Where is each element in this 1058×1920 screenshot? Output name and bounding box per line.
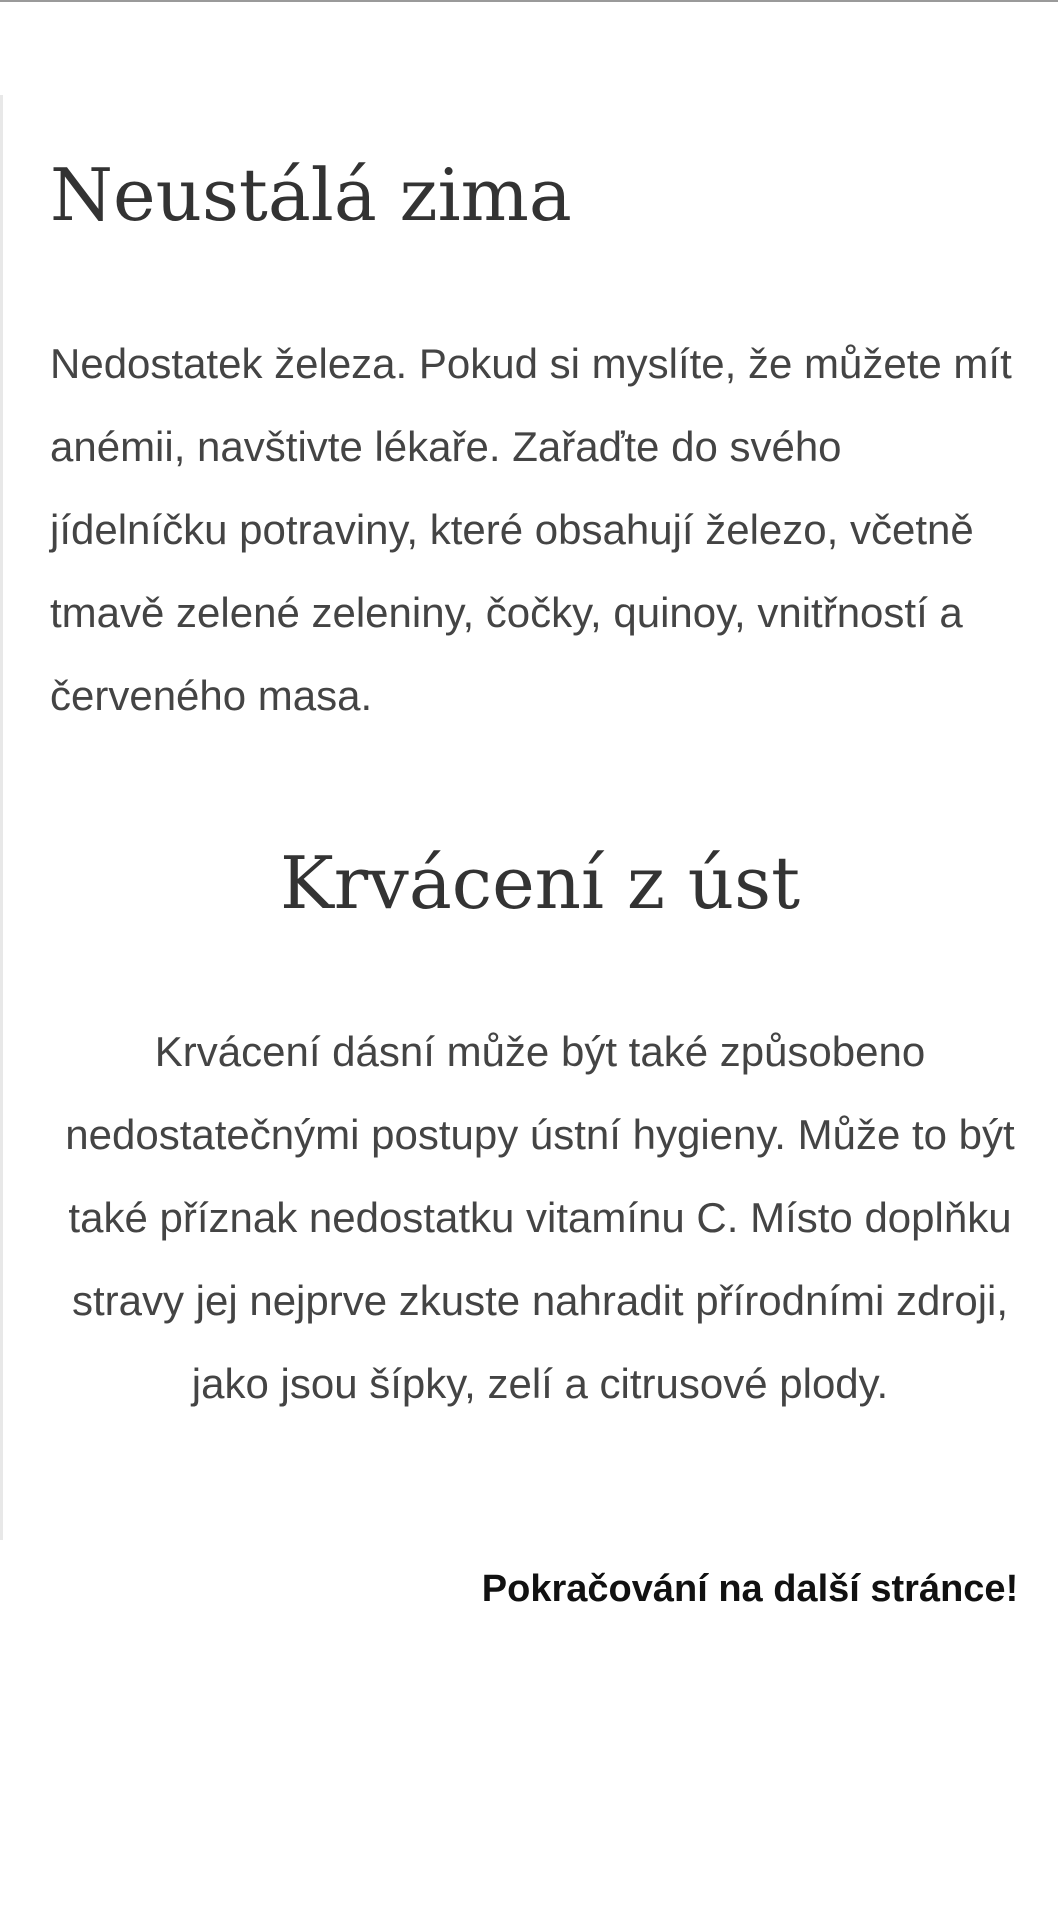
continue-next-page-note: Pokračování na další stránce! (481, 1568, 1019, 1610)
section-paragraph-krvaceni-z-ust: Krvácení dásní může být také způsobeno nedostatečnými postupy ústní hygieny. Může to být také příznak nedostatku vitamínu C. Místo doplňku stravy jej nejprve zkuste nahradit přírodními zdroji, jako jsou šípky, zelí a citrusové plody. (65, 1028, 1015, 1407)
section-paragraph-neustala-zima: Nedostatek železa. Pokud si myslíte, že můžete mít anémii, navštivte lékaře. Zařaďte do svého jídelníčku potraviny, které obsahují železo, včetně tmavě zelené zeleniny, čočky, quinoy, vnitřností a červeného masa. (50, 340, 1012, 719)
section-heading-krvaceni-z-ust: Krvácení z úst (279, 841, 801, 925)
section-heading-neustala-zima: Neustálá zima (50, 153, 572, 237)
top-divider (0, 0, 1058, 2)
left-border (0, 95, 3, 1540)
